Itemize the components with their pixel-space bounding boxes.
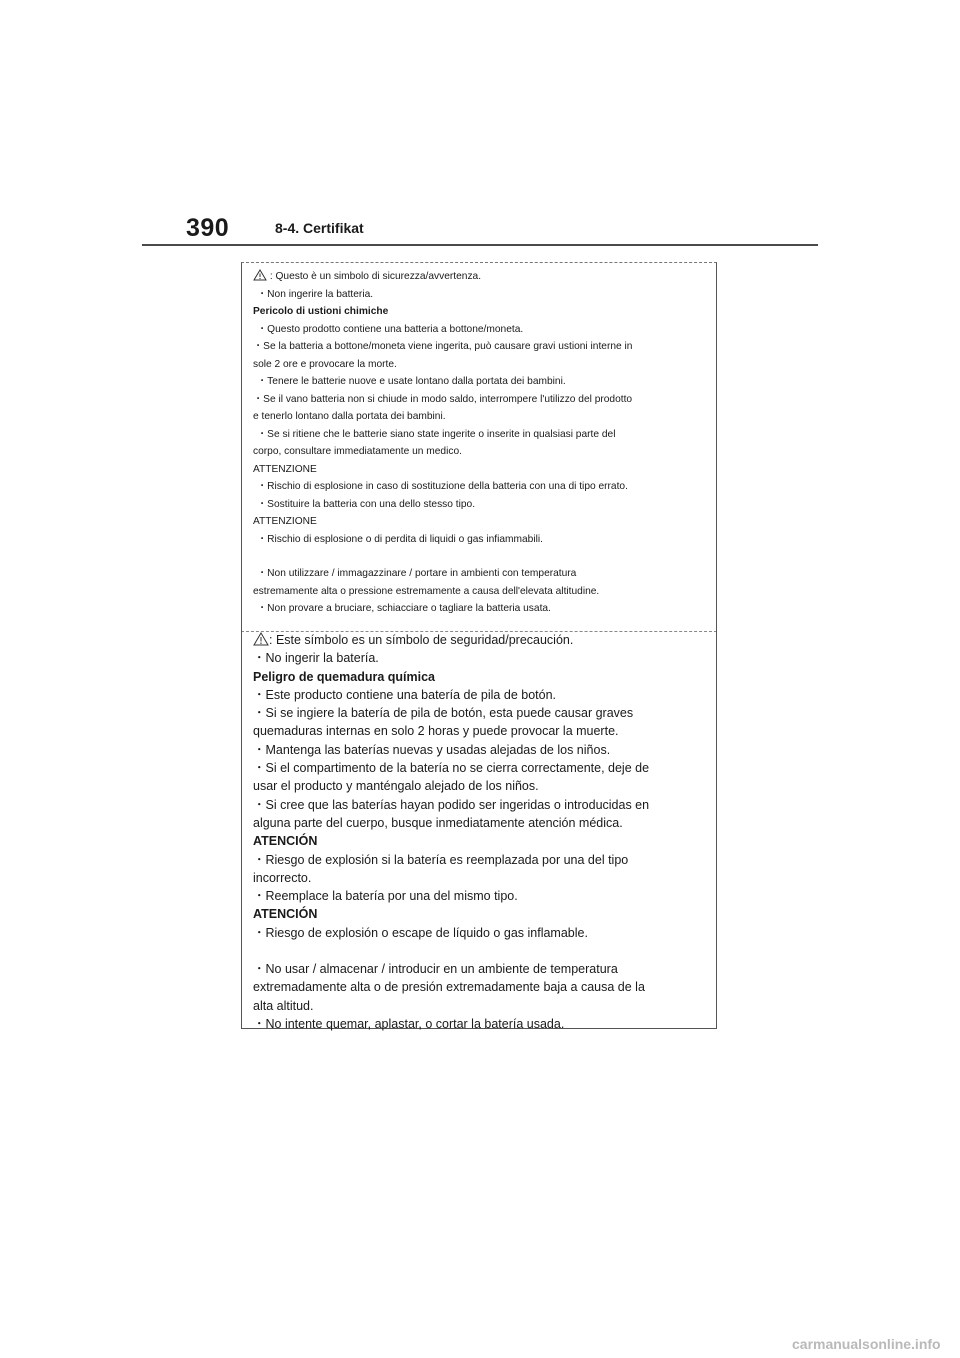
page-number: 390 (186, 214, 230, 242)
warning-heading: ATTENZIONE (253, 463, 317, 475)
warning-line: ・Non provare a bruciare, schiacciare o tagliare la batteria usata. (257, 603, 551, 614)
warning-line: ・Non ingerire la batteria. (257, 288, 374, 300)
warning-line: incorrecto. (253, 870, 312, 885)
warning-line: ・Se il vano batteria non si chiude in modo saldo, interrompere l'utilizzo del prodotto (253, 393, 633, 405)
warning-line: quemaduras internas en solo 2 horas y puede provocar la muerte. (253, 724, 619, 739)
warning-heading: Peligro de quemadura química (253, 669, 435, 684)
warning-line: ・Si el compartimento de la batería no se cierra correctamente, deje de (253, 761, 650, 776)
warning-line: ・Reemplace la batería por una del mismo tipo. (253, 889, 518, 904)
warning-line: ・Rischio di esplosione o di perdita di liquidi o gas infiammabili. (257, 533, 543, 545)
warning-line: ・Rischio di esplosione in caso di sostituzione della batteria con una di tipo errato. (257, 481, 628, 492)
page-header (142, 212, 818, 246)
warning-line: alguna parte del cuerpo, busque inmediatamente atención médica. (253, 815, 623, 830)
warning-line: alta altitud. (253, 998, 314, 1013)
warning-line: ・Riesgo de explosión si la batería es reemplazada por una del tipo (253, 852, 629, 867)
section-title: 8-4. Certifikat (275, 220, 364, 236)
warning-line: ・Tenere le batterie nuove e usate lontano dalla portata dei bambini. (257, 376, 566, 387)
warning-line: ・No intente quemar, aplastar, o cortar la batería usada. (253, 1016, 565, 1031)
warning-line: : Questo è un simbolo di sicurezza/avvertenza. (253, 268, 960, 286)
warning-line: ・Non utilizzare / immagazzinare / portare in ambienti con temperatura (257, 568, 577, 579)
warning-line: ・Este producto contiene una batería de pila de botón. (253, 687, 556, 702)
watermark: carmanualsonline.info (792, 1336, 941, 1352)
warning-line: ・Si cree que las baterías hayan podido ser ingeridas o introducidas en (253, 797, 650, 812)
warning-line: ・Mantenga las baterías nuevas y usadas alejadas de los niños. (253, 742, 611, 757)
warning-triangle-icon (253, 632, 269, 646)
warning-triangle-icon (253, 269, 267, 281)
warning-line: estremamente alta o pressione estremamente a causa dell'elevata altitudine. (253, 585, 600, 597)
spanish-warning-text (253, 631, 960, 1033)
warning-heading: ATENCIÓN (253, 907, 318, 922)
header-rule (142, 244, 818, 246)
warning-line: ・Questo prodotto contiene una batteria a bottone/moneta. (257, 323, 524, 335)
warning-line: ・No usar / almacenar / introducir en un ambiente de temperatura (253, 962, 618, 977)
warning-line: ・Se si ritiene che le batterie siano state ingerite o inserite in qualsiasi parte del (257, 428, 616, 440)
warning-heading: Pericolo di ustioni chimiche (253, 306, 389, 317)
warning-line: sole 2 ore e provocare la morte. (253, 358, 397, 370)
warning-line: : Este símbolo es un símbolo de seguridad/precaución. (253, 631, 960, 649)
warning-line: ・Se la batteria a bottone/moneta viene ingerita, può causare gravi ustioni interne in (253, 341, 633, 352)
warning-heading: ATTENZIONE (253, 516, 317, 527)
warning-line: ・Riesgo de explosión o escape de líquido o gas inflamable. (253, 925, 588, 940)
warning-line: ・Si se ingiere la batería de pila de botón, esta puede causar graves (253, 706, 634, 721)
warning-heading: ATENCIÓN (253, 834, 318, 849)
warning-line: extremadamente alta o de presión extremadamente baja a causa de la (253, 980, 645, 995)
warning-line: ・No ingerir la batería. (253, 651, 379, 666)
warning-line: corpo, consultare immediatamente un medico. (253, 446, 462, 457)
italian-warning-text (253, 268, 960, 618)
warning-line: e tenerlo lontano dalla portata dei bambini. (253, 411, 446, 422)
warning-line: usar el producto y manténgalo alejado de los niños. (253, 779, 539, 794)
spacer (253, 548, 960, 565)
warning-line: ・Sostituire la batteria con una dello stesso tipo. (257, 498, 476, 510)
spacer (253, 942, 960, 960)
